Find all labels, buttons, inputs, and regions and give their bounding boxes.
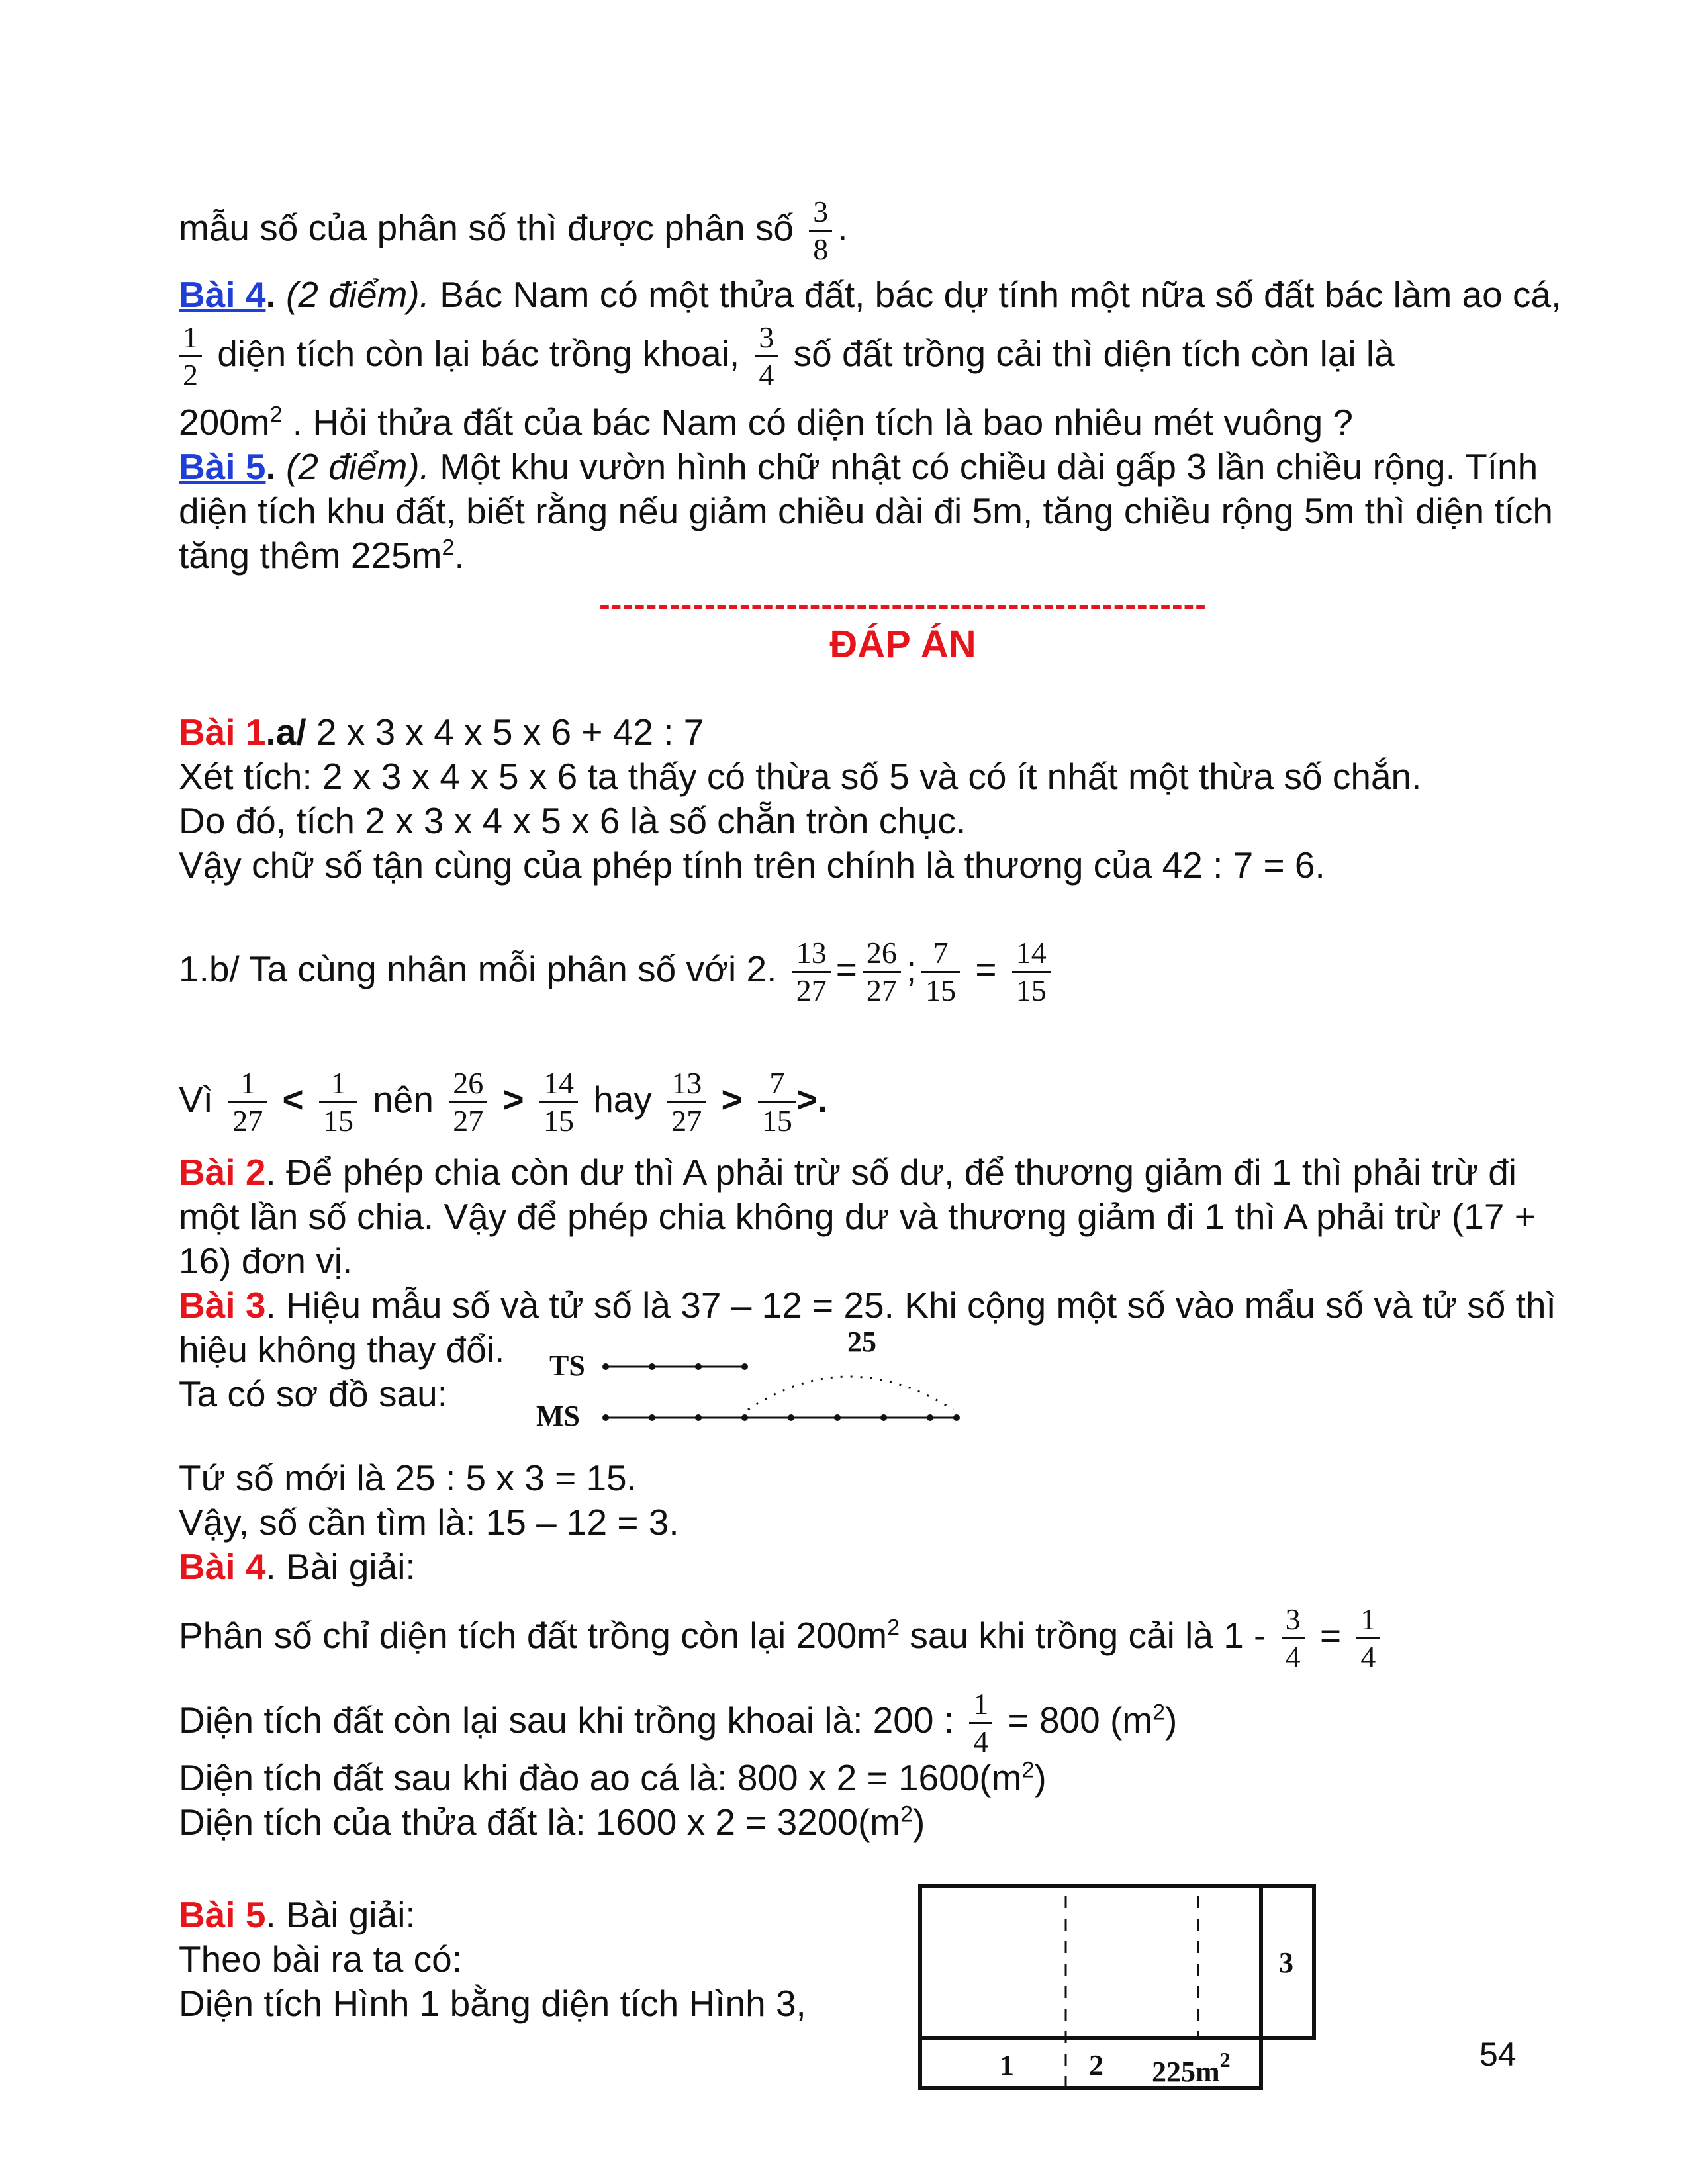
fraction: $\frac{26}{27}$: [863, 935, 901, 1009]
fraction: $\frac{7}{15}$: [921, 935, 960, 1009]
points: (2 điểm).: [286, 274, 430, 315]
problem-5-link[interactable]: Bài 5: [179, 446, 266, 487]
points: (2 điểm).: [286, 446, 430, 487]
line-7: tăng thêm $225m^2$.: [179, 535, 465, 576]
original-rectangle: [920, 1886, 1314, 2038]
segment-ticks: [602, 1363, 960, 1421]
problem-5-heading: Bài 5. (2 điểm). Một khu vườn hình chữ nhật có chiều dài gấp 3 lần chiều rộng. Tính: [179, 446, 1538, 487]
comparison-line: Vì $\frac{1}{27}$ < $\frac{1}{15}$ nên $\frac{26}{27}$ > $\frac{14}{15}$ hay $\frac{13}{27}$ > $\frac{7}{15}$ >.: [179, 1066, 828, 1138]
separator: ----------------------------------------------------: [599, 586, 1207, 623]
difference-label: 25: [847, 1326, 876, 1358]
answer-line: Diện tích đất sau khi đào ao cá là: 800 x $2 = 1600(m^2)$: [179, 1757, 1047, 1798]
answer-title: ĐÁP ÁN: [829, 623, 976, 666]
answer-5: Bài 5. Bài giải:: [179, 1894, 416, 1935]
text: mẫu số của phân số thì được phân số: [179, 207, 804, 249]
fraction: $\frac{13}{27}$: [667, 1066, 706, 1139]
answer-4: Bài 4. Bài giải:: [179, 1546, 416, 1587]
answer-line: Diện tích Hình 1 bằng diện tích Hình 3,: [179, 1983, 806, 2024]
fraction: $\frac{1}{15}$: [319, 1066, 357, 1139]
answer-line: hiệu không thay đổi.: [179, 1329, 505, 1370]
answer-line: Theo bài ra ta có:: [179, 1938, 463, 1979]
answer-1a: Bài 1.a/ 2 x 3 x 4 x 5 x 6 + 42 : 7: [179, 711, 704, 752]
answer-line: Diện tích của thửa đất là: 1600 x $2 = 3200(m^2)$: [179, 1801, 925, 1843]
region-1-label: 1: [1000, 2049, 1014, 2081]
answer-3: Bài 3. Hiệu mẫu số và tử số là 37 – 12 = 25. Khi cộng một số vào mẩu số và tử số thì: [179, 1285, 1556, 1326]
ts-label: TS: [549, 1349, 585, 1382]
line-6: diện tích khu đất, biết rằng nếu giảm chiều dài đi 5m, tăng chiều rộng 5m thì diện tích: [179, 490, 1554, 531]
segment-diagram: [530, 1324, 980, 1443]
fraction: $\frac{1}{4}$: [969, 1686, 992, 1760]
fraction: $\frac{3}{4}$: [1282, 1602, 1305, 1675]
answer-line: Vậy chữ số tận cùng của phép tính trên chính là thương của 42 : 7 = 6.: [179, 844, 1325, 886]
line-1: mẫu số của phân số thì được phân số $\frac{3}{8}$ .: [179, 195, 848, 266]
ms-label: MS: [536, 1400, 580, 1432]
garden-figure: [914, 1880, 1324, 2105]
answer-line: Ta có sơ đồ sau:: [179, 1373, 448, 1414]
region-area-label: $225m^2$: [1152, 2048, 1231, 2088]
region-2-label: 2: [1089, 2049, 1103, 2081]
line-3: $\frac{1}{2}$ diện tích còn lại bác trồng khoai, $\frac{3}{4}$ số đất trồng cải thì diện tích còn lại là: [179, 320, 1395, 393]
fraction: $\frac{13}{27}$: [792, 935, 831, 1009]
answer-1b: 1.b/ Ta cùng nhân mỗi phân số với 2. $\frac{13}{27}$ = $\frac{26}{27}$ ; $\frac{7}{15}$ = $\frac{14}{15}$: [179, 935, 1056, 1009]
answer-line: 16) đơn vị.: [179, 1240, 353, 1281]
fraction: $\frac{14}{15}$: [1012, 935, 1051, 1009]
fraction: $\frac{1}{27}$: [228, 1066, 267, 1139]
answer-line: Vậy, số cần tìm là: 15 – 12 = 3.: [179, 1502, 679, 1543]
answer-line: Do đó, tích 2 x 3 x 4 x 5 x 6 là số chẵn tròn chục.: [179, 800, 966, 841]
problem-4-heading: Bài 4. (2 điểm). Bác Nam có một thửa đất, bác dự tính một nữa số đất bác làm ao cá,: [179, 274, 1562, 315]
page-number: 54: [1479, 2036, 1517, 2073]
problem-4-link[interactable]: Bài 4: [179, 274, 266, 315]
fraction: $\frac{3}{8}$: [809, 194, 832, 267]
fraction: $\frac{1}{4}$: [1356, 1602, 1380, 1675]
answer-line: Xét tích: 2 x 3 x 4 x 5 x 6 ta thấy có thừa số 5 và có ít nhất một thừa số chắn.: [179, 756, 1422, 797]
difference-brace: [748, 1377, 953, 1410]
answer-line: Diện tích đất còn lại sau khi trồng khoai là: 200 : $\frac{1}{4}$ = 800 $(m^2)$: [179, 1687, 1178, 1758]
answer-line: Tứ số mới là 25 : 5 x 3 = 15.: [179, 1457, 637, 1498]
region-3-label: 3: [1279, 1946, 1293, 1979]
answer-2: Bài 2. Để phép chia còn dư thì A phải trừ số dư, để thương giảm đi 1 thì phải trừ đi: [179, 1152, 1517, 1193]
fraction-three-quarters: $\frac{3}{4}$: [755, 320, 778, 393]
fraction: $\frac{26}{27}$: [449, 1066, 487, 1139]
answer-line: Phân số chỉ diện tích đất trồng còn lại $200m^2$ sau khi trồng cải là 1 - $\frac{3}{4}$ = $\frac{1}{4}$: [179, 1602, 1385, 1675]
answer-line: một lần số chia. Vậy để phép chia không dư và thương giảm đi 1 thì A phải trừ (17 +: [179, 1196, 1536, 1237]
line-4: $200m^2$ . Hỏi thửa đất của bác Nam có diện tích là bao nhiêu mét vuông ?: [179, 402, 1354, 443]
fraction: $\frac{14}{15}$: [539, 1066, 578, 1139]
fraction: $\frac{7}{15}$: [758, 1066, 796, 1139]
fraction-half: $\frac{1}{2}$: [179, 320, 202, 393]
